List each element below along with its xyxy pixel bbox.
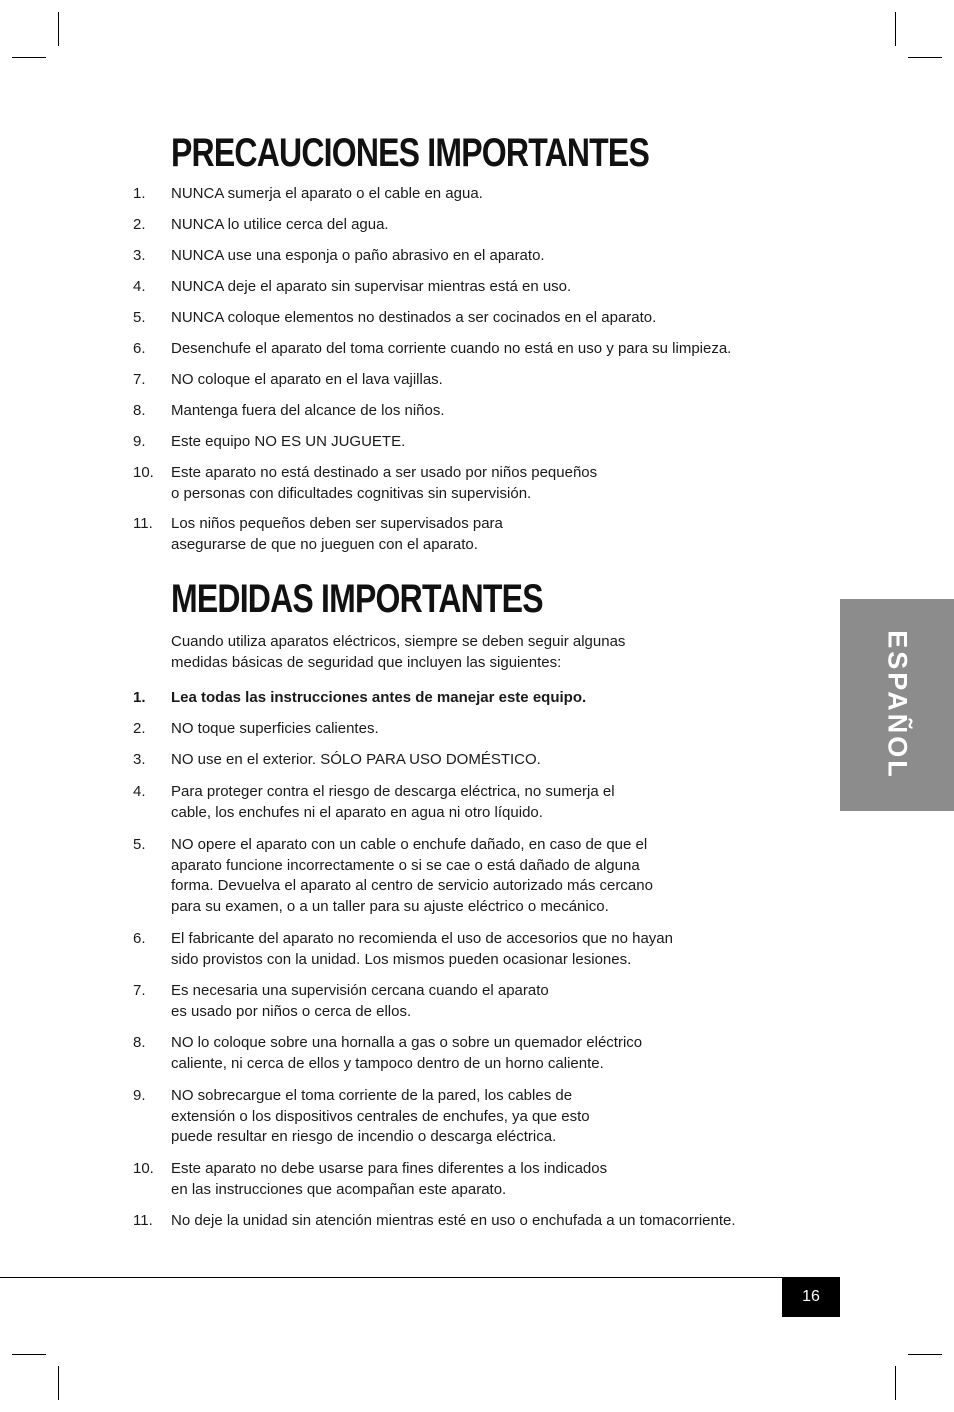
section-intro: Cuando utiliza aparatos eléctricos, siempre se deben seguir algunas medidas básicas de seguridad que incluyen las siguientes: [171, 633, 626, 671]
item-text: NO toque superficies calientes. [171, 720, 379, 737]
item-text: NUNCA coloque elementos no destinados a ser cocinados en el aparato. [171, 309, 657, 326]
item-number: 11. [133, 515, 153, 532]
crop-mark [908, 1354, 942, 1355]
item-text: Para proteger contra el riesgo de descarga eléctrica, no sumerja el cable, los enchufes ni el aparato en agua ni otro líquido. [171, 783, 615, 821]
item-number: 1. [133, 689, 146, 706]
item-number: 8. [133, 1034, 146, 1051]
page-number: 16 [782, 1277, 840, 1317]
language-label: ESPAÑOL [882, 630, 913, 780]
item-number: 7. [133, 982, 146, 999]
item-number: 10. [133, 1160, 154, 1177]
item-text: Este aparato no debe usarse para fines diferentes a los indicados en las instrucciones que acompañan este aparato. [171, 1160, 608, 1198]
item-number: 2. [133, 720, 146, 737]
section-title-medidas: MEDIDAS IMPORTANTES [171, 577, 543, 621]
footer-divider [0, 1277, 840, 1278]
item-number: 7. [133, 371, 146, 388]
item-number: 2. [133, 216, 146, 233]
item-text: NUNCA lo utilice cerca del agua. [171, 216, 389, 233]
crop-mark [895, 12, 896, 46]
item-text: NO sobrecargue el toma corriente de la pared, los cables de extensión o los dispositivos centrales de enchufes, ya que esto puede resultar en riesgo de incendio o descarga eléctrica. [171, 1087, 590, 1145]
item-text: Es necesaria una supervisión cercana cuando el aparato es usado por niños o cerca de ellos. [171, 982, 549, 1020]
item-text: NUNCA sumerja el aparato o el cable en agua. [171, 185, 483, 202]
item-text: El fabricante del aparato no recomienda el uso de accesorios que no hayan sido provistos con la unidad. Los mismos pueden ocasionar lesiones. [171, 930, 673, 968]
item-number: 5. [133, 309, 146, 326]
item-text: Desenchufe el aparato del toma corriente cuando no está en uso y para su limpieza. [171, 340, 732, 357]
item-number: 8. [133, 402, 146, 419]
item-number: 11. [133, 1212, 153, 1229]
item-number: 3. [133, 247, 146, 264]
item-text: NO opere el aparato con un cable o enchufe dañado, en caso de que el aparato funcione incorrectamente o si se cae o está dañado de alguna forma. Devuelva el aparato al centro de servicio autorizado más cercano para su examen, o a un taller para su ajuste eléctrico o mecánico. [171, 836, 653, 915]
item-text: NO lo coloque sobre una hornalla a gas o sobre un quemador eléctrico caliente, ni cerca de ellos y tampoco dentro de un horno caliente. [171, 1034, 643, 1072]
item-number: 6. [133, 340, 146, 357]
item-text: NO use en el exterior. SÓLO PARA USO DOMÉSTICO. [171, 751, 541, 768]
item-number: 5. [133, 836, 146, 853]
item-number: 10. [133, 464, 154, 481]
crop-mark [908, 57, 942, 58]
item-text: NUNCA use una esponja o paño abrasivo en el aparato. [171, 247, 545, 264]
item-number: 6. [133, 930, 146, 947]
item-number: 1. [133, 185, 146, 202]
item-number: 4. [133, 278, 146, 295]
item-text: Este aparato no está destinado a ser usado por niños pequeños o personas con dificultades cognitivas sin supervisión. [171, 464, 598, 502]
crop-mark [12, 1354, 46, 1355]
item-number: 9. [133, 433, 146, 450]
item-text: Este equipo NO ES UN JUGUETE. [171, 433, 406, 450]
crop-mark [58, 1366, 59, 1400]
item-number: 9. [133, 1087, 146, 1104]
item-number: 3. [133, 751, 146, 768]
crop-mark [12, 57, 46, 58]
section-title-precauciones: PRECAUCIONES IMPORTANTES [171, 131, 650, 175]
item-text: Mantenga fuera del alcance de los niños. [171, 402, 445, 419]
language-tab [840, 599, 954, 811]
crop-mark [58, 12, 59, 46]
item-text: Lea todas las instrucciones antes de manejar este equipo. [171, 689, 587, 706]
crop-mark [895, 1366, 896, 1400]
item-text: NUNCA deje el aparato sin supervisar mientras está en uso. [171, 278, 572, 295]
item-text: NO coloque el aparato en el lava vajillas. [171, 371, 443, 388]
item-number: 4. [133, 783, 146, 800]
item-text: Los niños pequeños deben ser supervisados para asegurarse de que no jueguen con el aparato. [171, 515, 503, 553]
item-text: No deje la unidad sin atención mientras esté en uso o enchufada a un tomacorriente. [171, 1212, 736, 1229]
